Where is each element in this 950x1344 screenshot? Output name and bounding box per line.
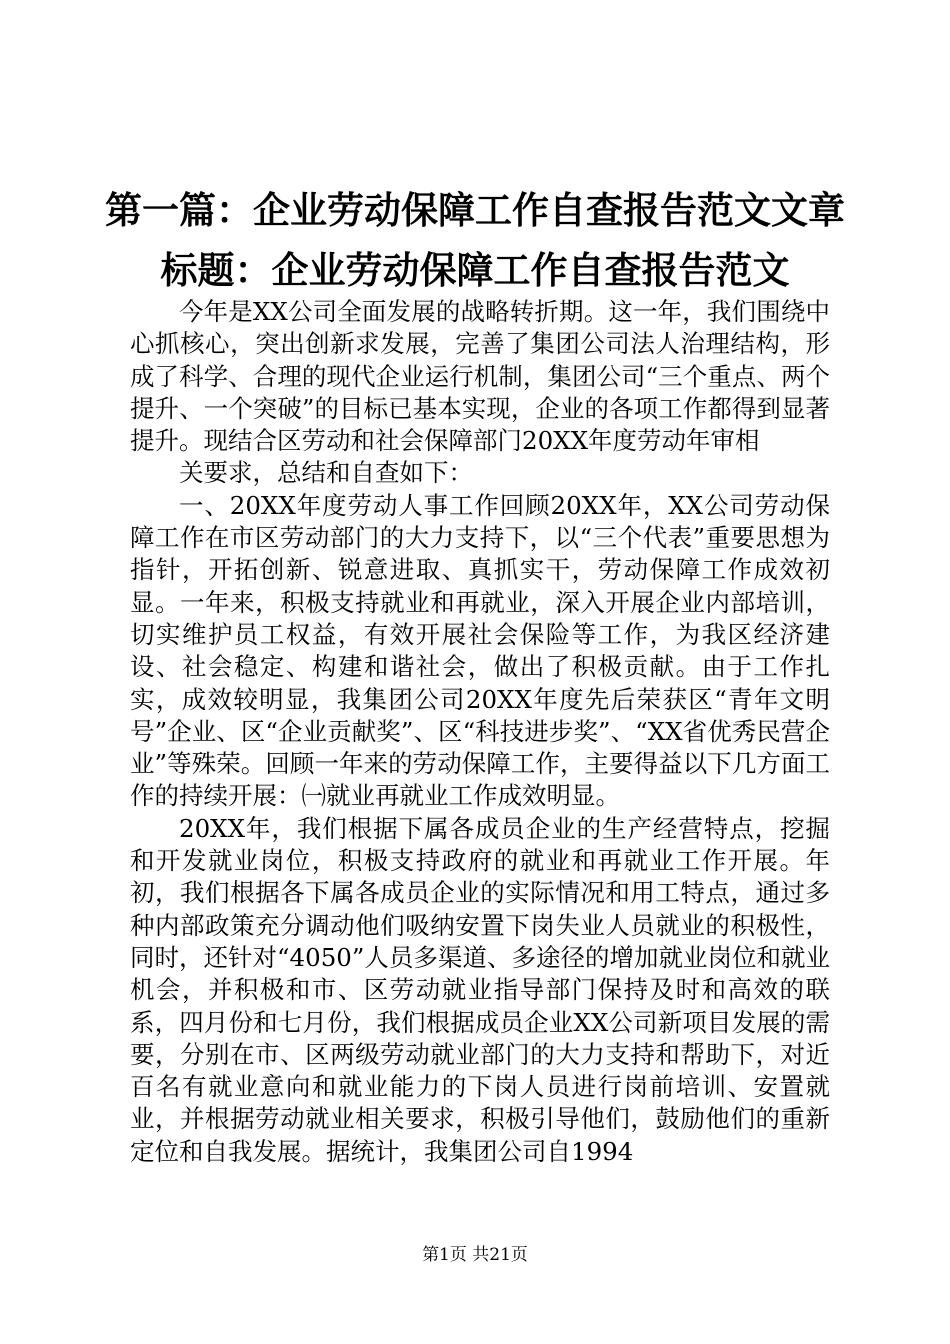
paragraph-3: 一、20XX年度劳动人事工作回顾20XX年，XX公司劳动保障工作在市区劳动部门的大力支持下，以“三个代表”重要思想为指针，开拓创新、锐意进取、真抓实干，劳动保障工作成效初显。一年来，积极支持就业和再就业，深入开展企业内部培训，切实维护员工权益，有效开展社会保险等工作，为我区经济建设、社会稳定、构建和谐社会，做出了积极贡献。由于工作扎实，成效较明显，我集团公司20XX年度先后荣获区“青年文明号”企业、区“企业贡献奖”、区“科技进步奖”、“XX省优秀民营企业”等殊荣。回顾一年来的劳动保障工作，主要得益以下几方面工作的持续开展：㈠就业再就业工作成效明显。	[130, 490, 830, 811]
paragraph-2: 关要求，总结和自查如下：	[179, 458, 473, 488]
page-number-footer: 第1页 共21页	[422, 1245, 528, 1265]
document-body	[130, 296, 830, 1168]
document-title-line-1: 第一篇：企业劳动保障工作自查报告范文文章	[105, 188, 845, 232]
paragraph-1: 今年是XX公司全面发展的战略转折期。这一年，我们围绕中心抓核心，突出创新求发展，完善了集团公司法人治理结构，形成了科学、合理的现代企业运行机制，集团公司“三个重点、两个提升、一个突破”的目标已基本实现，企业的各项工作都得到显著提升。现结合区劳动和社会保障部门20XX年度劳动年审相	[130, 297, 830, 456]
document-title-line-2: 标题：企业劳动保障工作自查报告范文	[160, 248, 790, 292]
paragraph-4: 20XX年，我们根据下属各成员企业的生产经营特点，挖掘和开发就业岗位，积极支持政府的就业和再就业工作开展。年初，我们根据各下属各成员企业的实际情况和用工特点，通过多种内部政策充分调动他们吸纳安置下岗失业人员就业的积极性，同时，还针对“4050”人员多渠道、多途径的增加就业岗位和就业机会，并积极和市、区劳动就业指导部门保持及时和高效的联系，四月份和七月份，我们根据成员企业XX公司新项目发展的需要，分别在市、区两级劳动就业部门的大力支持和帮助下，对近百名有就业意向和就业能力的下岗人员进行岗前培训、安置就业，并根据劳动就业相关要求，积极引导他们，鼓励他们的重新定位和自我发展。据统计，我集团公司自1994	[130, 813, 830, 1166]
